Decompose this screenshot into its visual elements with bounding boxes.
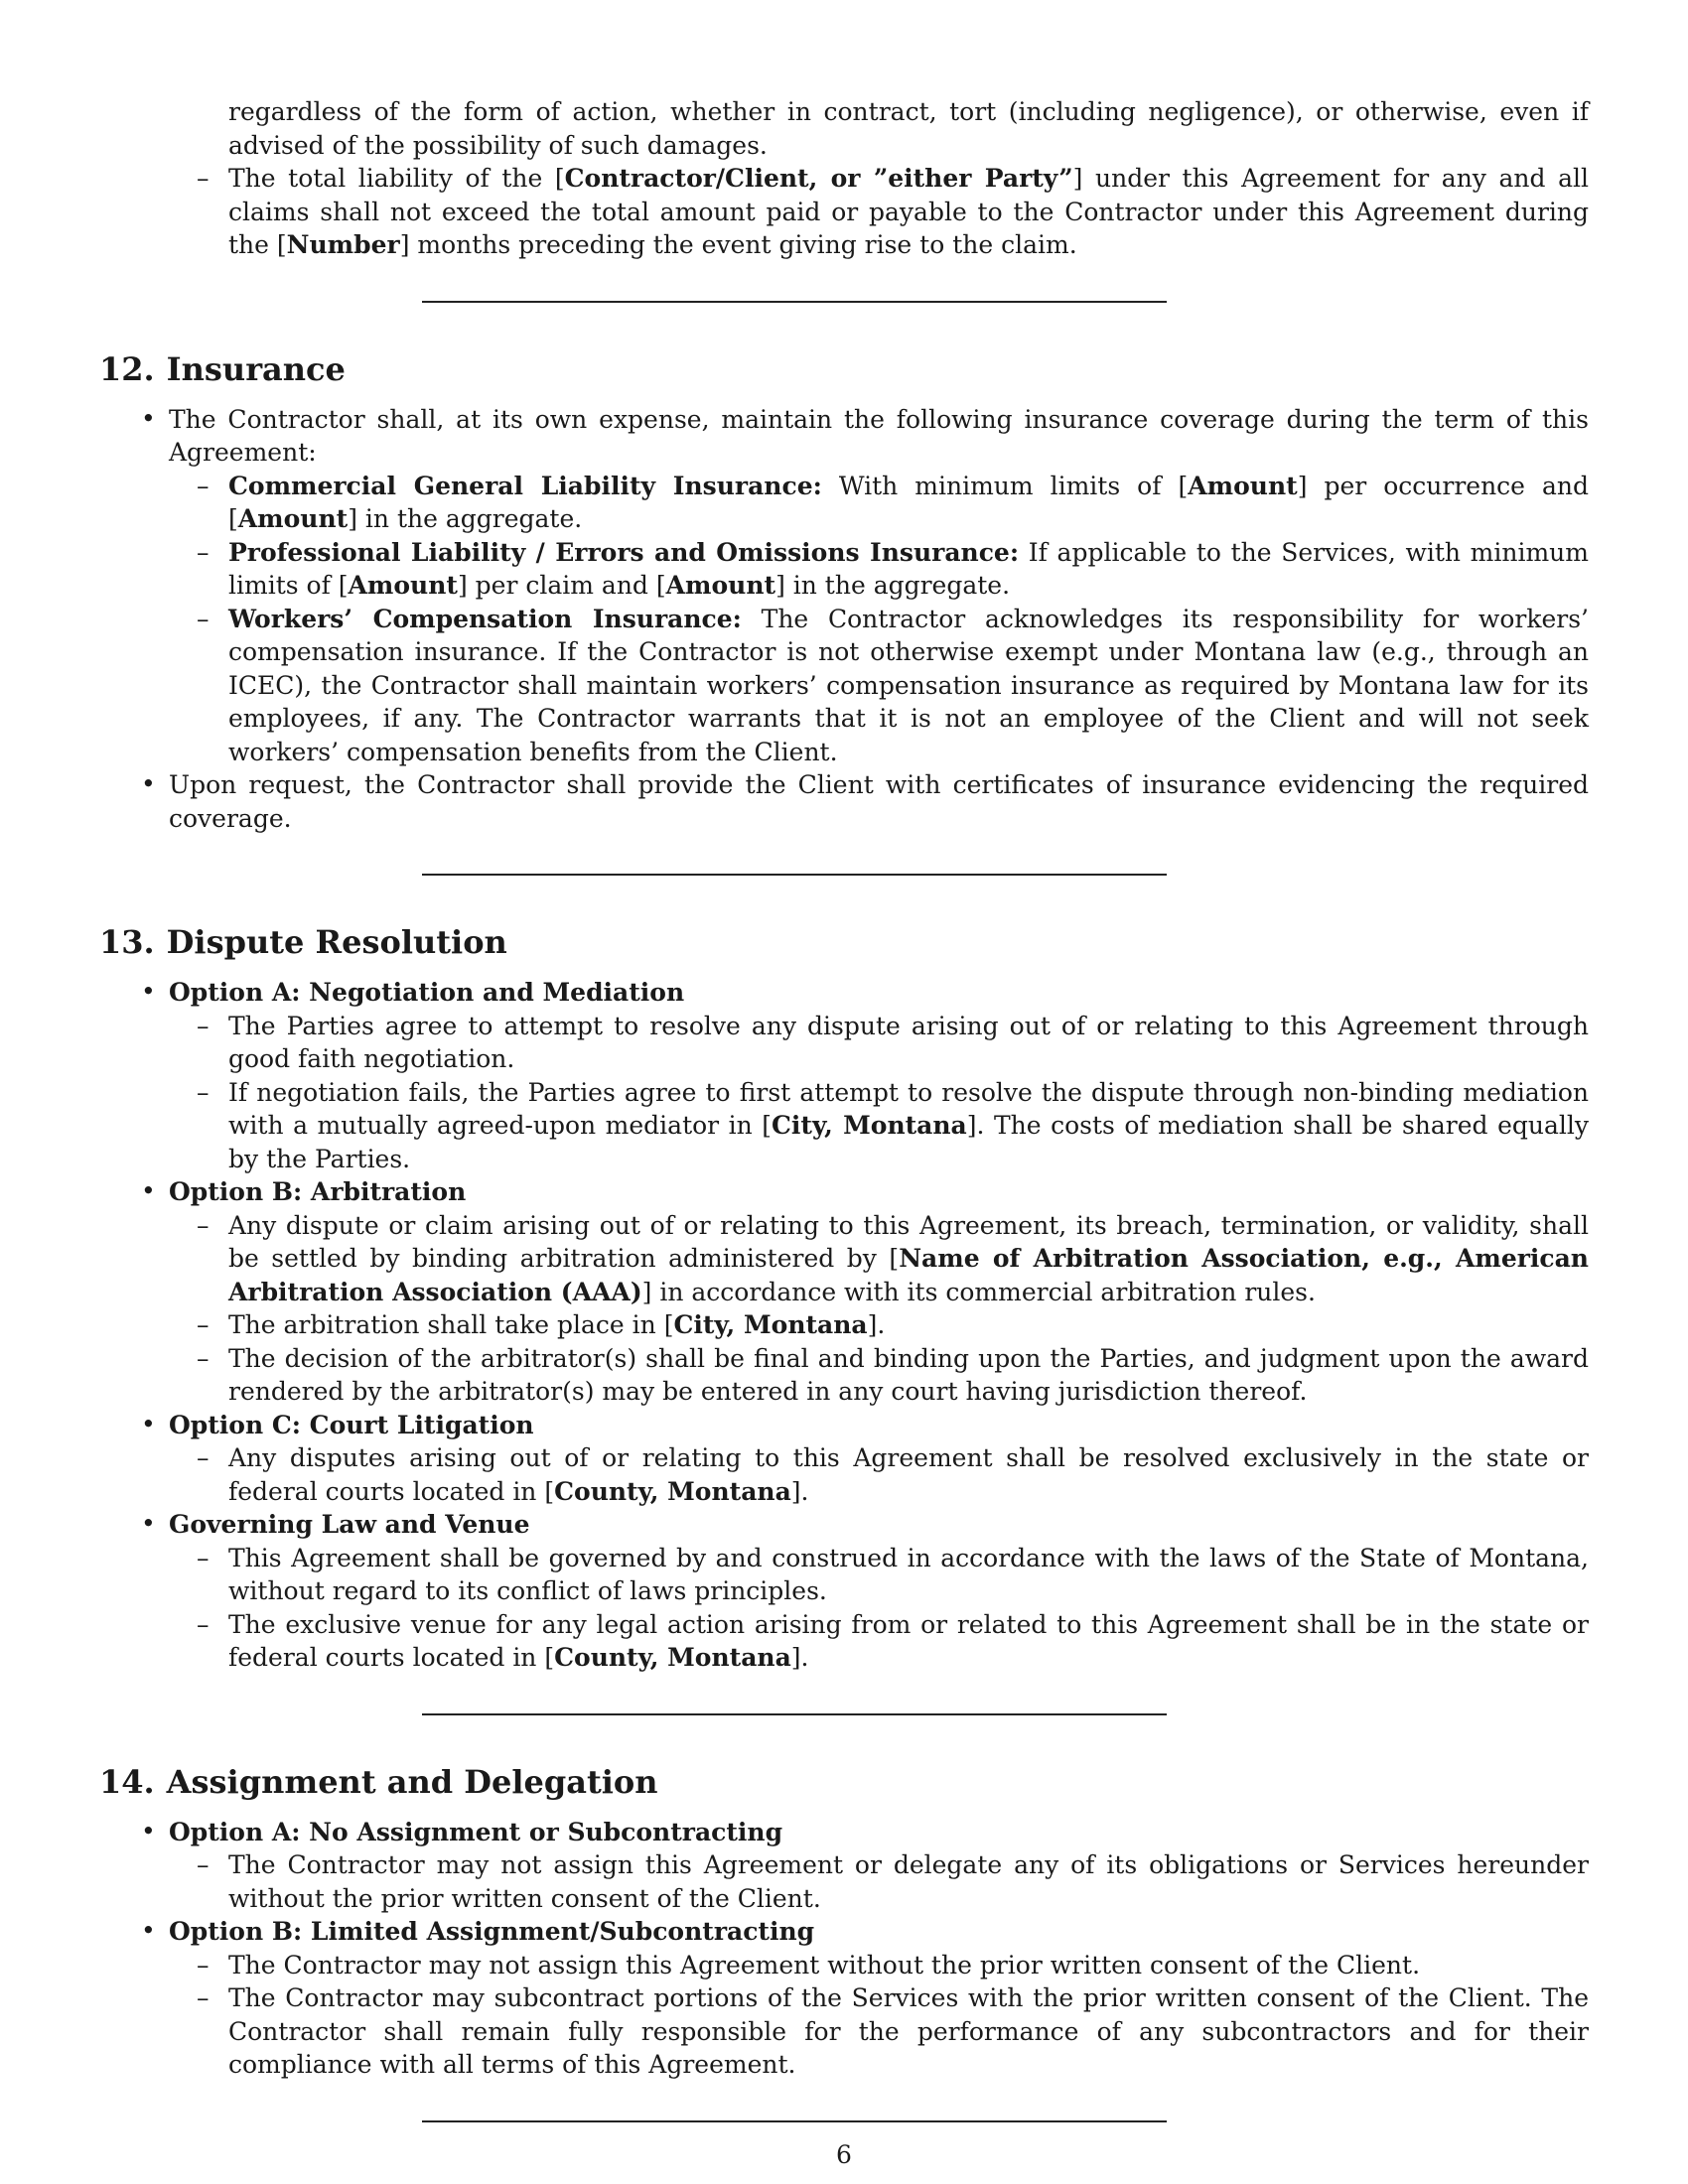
dash-marker: – [197, 1011, 210, 1040]
section-divider [422, 874, 1167, 876]
insurance-workers-comp-item: – Workers’ Compensation Insurance: The Contractor acknowledges its responsibility for workers’ compensation insurance. If the Contractor is not otherwise exempt under Montana law (e.g., through an ICEC), the Contractor shall maintain workers’ compensation insurance as required by Montana law for its employees, if any. The Contractor warrants that it is not an employee of the Client and will not seek workers’ compensation benefits from the Client. [197, 604, 1590, 766]
section-divider [422, 2120, 1167, 2122]
bullet-marker: • [141, 977, 156, 1006]
dash-marker: – [197, 1950, 210, 1979]
bullet-marker: • [141, 1176, 156, 1205]
assignment-option-b-item: – The Contractor may subcontract portions of the Services with the prior written consent of the Client. The Contractor shall remain fully responsible for the performance of any subcontractors and for their compliance with all terms of this Agreement. [197, 1983, 1589, 2079]
section-divider [422, 1713, 1167, 1715]
dispute-option-b-item: – Any dispute or claim arising out of or relating to this Agreement, its breach, termination, or validity, shall be settled by binding arbitration administered by [Name of Arbitration Association, e.g., American Arbitration Association (AAA)] in accordance with its commercial arbitration rules. [197, 1210, 1589, 1306]
dash-marker: – [197, 1210, 210, 1240]
section-heading-assignment: 14. Assignment and Delegation [99, 1762, 658, 1801]
bullet-marker: • [141, 769, 156, 798]
page-content [99, 95, 1589, 2122]
dash-marker: – [197, 1443, 210, 1472]
assignment-option-a-item: – The Contractor may not assign this Agreement or delegate any of its obligations or Services hereunder without the prior written consent of the Client. [197, 1850, 1589, 1913]
assignment-option-b-title: • Option B: Limited Assignment/Subcontracting [141, 1916, 815, 1946]
dash-marker: – [197, 1609, 210, 1639]
dispute-option-a-item: – The Parties agree to attempt to resolve any dispute arising out of or relating to this Agreement through good faith negotiation. [197, 1011, 1589, 1073]
section-divider [422, 301, 1167, 303]
insurance-bullet-certificates: • Upon request, the Contractor shall provide the Client with certificates of insurance evidencing the required coverage. [141, 769, 1589, 833]
dispute-option-a-item: – If negotiation fails, the Parties agree to first attempt to resolve the dispute through non-binding mediation with a mutually agreed-upon mediator in [City, Montana]. The costs of mediation shall be shared equally by the Parties. [197, 1077, 1590, 1173]
insurance-professional-item: – Professional Liability / Errors and Omissions Insurance: If applicable to the Services, with minimum limits of [Amount] per claim and [Amount] in the aggregate. [197, 537, 1589, 600]
dash-marker: – [197, 1850, 210, 1879]
dash-marker: – [197, 1310, 210, 1339]
dispute-option-b-item: – The arbitration shall take place in [City, Montana]. [228, 1308, 1589, 1342]
dispute-option-b-item: – The decision of the arbitrator(s) shall be final and binding upon the Parties, and judgment upon the award rendered by the arbitrator(s) may be entered in any court having jurisdiction thereof. [197, 1343, 1589, 1406]
dispute-option-b-title: • Option B: Arbitration [141, 1176, 467, 1206]
bullet-marker: • [141, 1916, 156, 1945]
assignment-option-b-item: – The Contractor may not assign this Agreement without the prior written consent of the Client. [228, 1949, 1589, 1982]
governing-law-item: – The exclusive venue for any legal action arising from or related to this Agreement shall be in the state or federal courts located in [County, Montana]. [197, 1609, 1589, 1672]
dash-marker: – [197, 604, 210, 633]
governing-law-item: – This Agreement shall be governed by and construed in accordance with the laws of the State of Montana, without regard to its conflict of laws principles. [197, 1543, 1589, 1605]
dispute-option-c-item: – Any disputes arising out of or relating to this Agreement shall be resolved exclusively in the state or federal courts located in [County, Montana]. [197, 1443, 1589, 1506]
dash-marker: – [197, 1077, 210, 1107]
dash-marker: – [197, 1343, 210, 1373]
insurance-cgl-item: – Commercial General Liability Insurance: With minimum limits of [Amount] per occurrence and [Amount] in the aggregate. [197, 471, 1589, 533]
assignment-option-a-title: • Option A: No Assignment or Subcontracting [141, 1816, 783, 1846]
section-heading-insurance: 12. Insurance [99, 349, 346, 388]
liability-cap-item: – The total liability of the [Contractor/Client, or ”either Party”] under this Agreement for any and all claims shall not exceed the total amount paid or payable to the Contractor under this Agreement during the [Number] months preceding the event giving rise to the claim. [197, 164, 1590, 259]
bullet-marker: • [141, 1816, 156, 1845]
section-heading-dispute-resolution: 13. Dispute Resolution [99, 923, 507, 961]
insurance-bullet-coverage: • The Contractor shall, at its own expense, maintain the following insurance coverage during the term of this Agreement: [141, 403, 1589, 467]
bullet-marker: • [141, 1409, 156, 1438]
dash-marker: – [197, 1983, 210, 2012]
bullet-marker: • [141, 1509, 156, 1538]
governing-law-title: • Governing Law and Venue [141, 1509, 530, 1539]
dash-marker: – [197, 1543, 210, 1572]
bullet-marker: • [141, 403, 156, 433]
continued-paragraph: regardless of the form of action, whether in contract, tort (including negligence), or otherwise, even if advised of the possibility of such damages. [228, 97, 1589, 160]
dispute-option-a-title: • Option A: Negotiation and Mediation [141, 977, 685, 1007]
page-number: 6 [836, 2140, 852, 2169]
dispute-option-c-title: • Option C: Court Litigation [141, 1409, 534, 1439]
dash-marker: – [197, 164, 210, 193]
dash-marker: – [197, 471, 210, 500]
dash-marker: – [197, 537, 210, 567]
